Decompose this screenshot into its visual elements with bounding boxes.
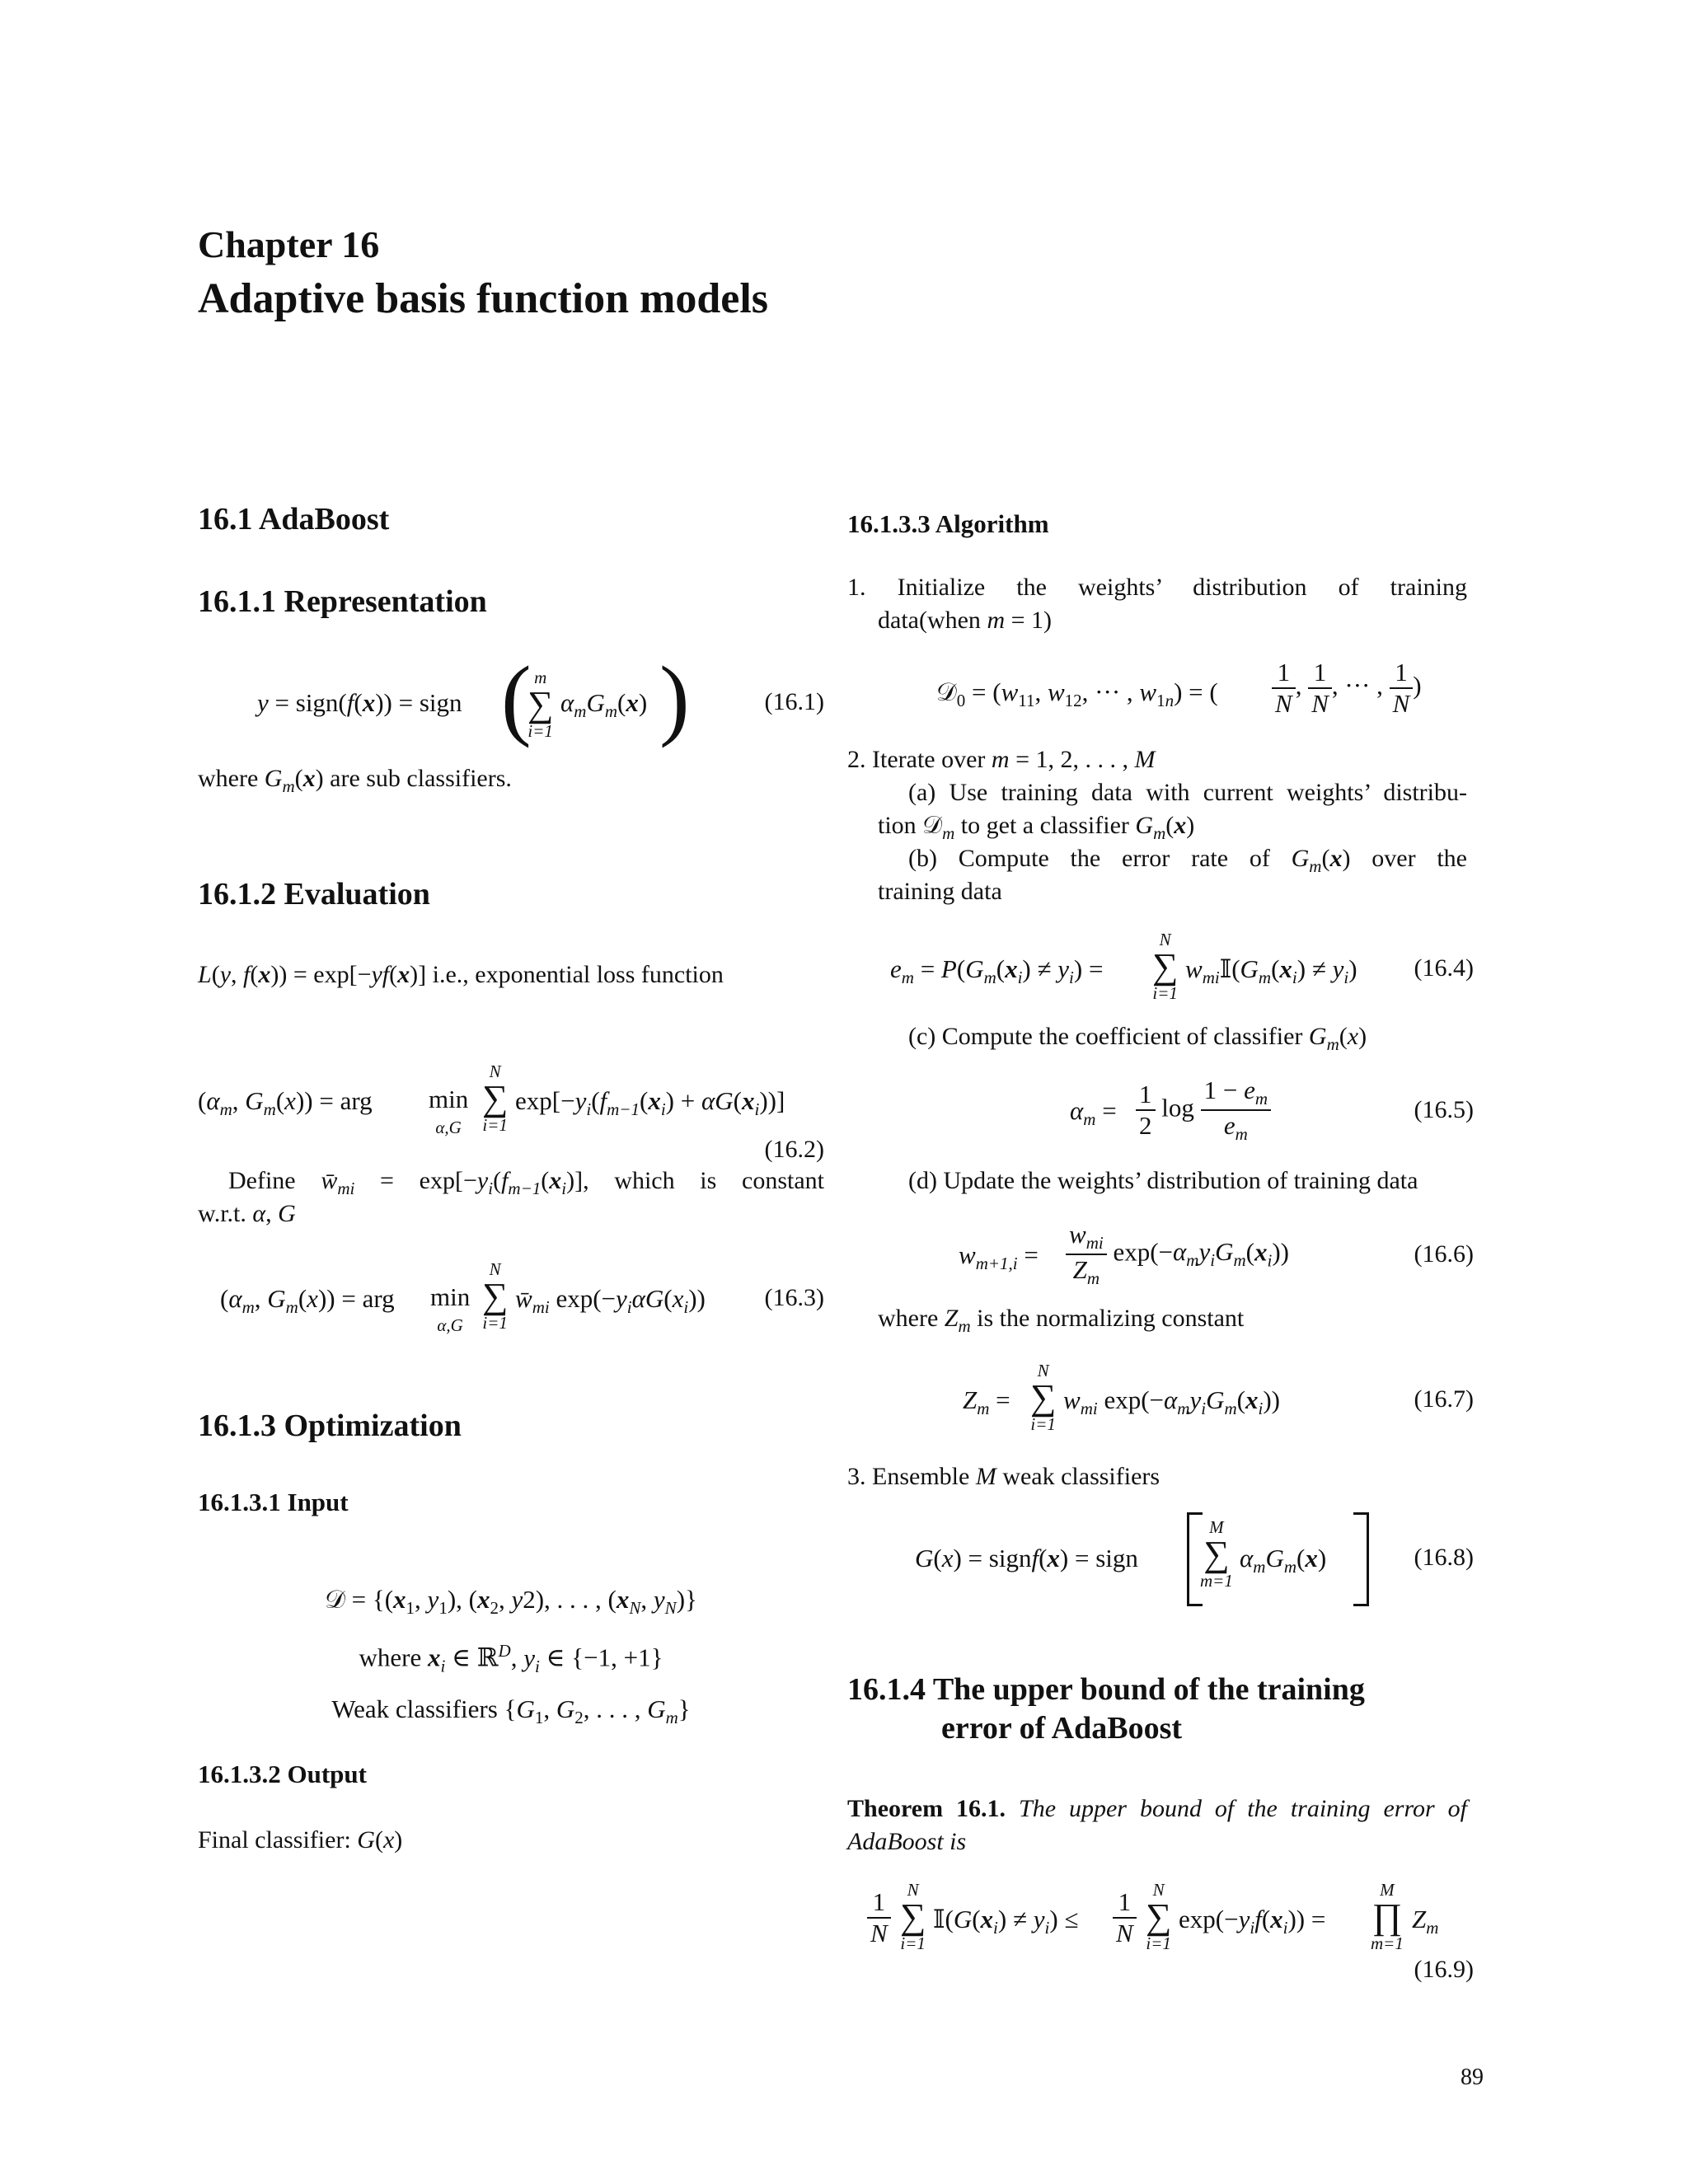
step-2d-line: (d) Update the weights’ distribution of training data [908,1167,1418,1194]
equation-number: (16.3) [764,1284,824,1311]
equation-16-4: $e_m = P(G_m(x_i) \ne y_i)$ = N ∑ i=1 $w_{mi}𝕀(G_m(x_i) \ne y_i)$ (16.4) [890,930,1474,1003]
equation-number: (16.1) [764,688,824,715]
define-w-line: Define $w̄_{mi} = \exp[-y_i(f_{m-1}(x_i)]$, which is constant [228,1167,824,1198]
step-2c-line: (c) Compute the coefficient of classifier $G_m(x)$ [908,1023,1367,1054]
page-number: 89 [1461,2064,1484,2090]
section-16-1-2: 16.1.2 Evaluation [198,877,430,912]
step-1-line-1: 1. Initialize the weights’ distribution of training [847,574,1467,601]
equation-16-2: ($\alpha_m$, $G_m(x)$) = arg min α,G N ∑ i=1 $\exp[-y_i(f_{m-1}(x_i) + \alpha G(x_i))]$ (16.2) [198,1062,824,1163]
step-2a-line-2: tion 𝒟$_m$ to get a classifier $G_m(x)$ [878,812,1195,843]
normalizing-line: where $Z_m$ is the normalizing constant [878,1305,1245,1336]
section-16-1-4-line-2: error of AdaBoost [941,1711,1183,1746]
step-1-line-2: data(when m = 1) [878,607,1053,634]
chapter-title: Adaptive basis function models [198,275,768,322]
equation-number: (16.8) [1414,1544,1474,1571]
equation-16-9: $\frac{1}{N}$ N ∑ i=1 $𝕀(G(x_i) \ne y_i)$ ≤ $\frac{1}{N}$ N ∑ i=1 $\exp(-y_if(x_i))$ = M ∏ m=1 $Z_m$ (16.9) [847,1877,1474,1993]
loss-function-line: L(y, f(x)) = exp[−yf(x)] i.e., exponential loss function [198,961,724,988]
equation-16-8: G(x) = signf(x) = sign M ∑ m=1 $\alpha_mG_m(x)$ (16.8) [847,1512,1474,1611]
step-2b-line-2: training data [878,878,1002,905]
section-16-1-3-3: 16.1.3.3 Algorithm [847,509,1049,538]
equation-16-1: y = sign(f(x)) = sign ( m ∑ i=1 $\alpha_mG_m(x)$ ) (16.1) [257,648,824,748]
equation-number: (16.9) [1414,1956,1474,1983]
equation-d0: 𝒟$_0$ = ($w_{11}$, $w_{12}$, ··· , $w_{1n}$) = ( $\frac{1}{N}$ , $\frac{1}{N}$ , ··· , $\frac{1}{N}$ ) [936,658,1422,718]
chapter-number: Chapter 16 [198,223,380,265]
step-3-line: 3. Ensemble M weak classifiers [847,1463,1160,1490]
input-definition: 𝒟 = {($x_1$, $y_1$), ($x_2$, y2), . . . , ($x_N$, $y_N$)} where $x_i$ ∈ ℝ$^D$, $y_i$ ∈ {−1, +1} Weak classifiers {$G_1$, $G_2$, . . . , $G_m$} [325,1585,697,1727]
section-16-1-3: 16.1.3 Optimization [198,1408,462,1443]
step-2-line: 2. Iterate over m = 1, 2, . . . , M [847,746,1156,773]
theorem-line-2: AdaBoost is [847,1828,967,1855]
section-16-1-1: 16.1.1 Representation [198,584,487,619]
paragraph-sub-classifiers: where $G_m(x)$ are sub classifiers. [198,765,512,796]
equation-number: (16.7) [1414,1385,1474,1413]
section-16-1-4-line-1: 16.1.4 The upper bound of the training [847,1672,1365,1707]
equation-number: (16.6) [1414,1240,1474,1268]
wrt-line: w.r.t. α, G [198,1200,296,1227]
equation-16-5: $\alpha_m$ = $\frac{1}{2}$ log $\frac{1 - e_m}{e_m}$ (16.5) [1070,1076,1474,1145]
step-2b-line-1: (b) Compute the error rate of $G_m(x)$ over the [908,845,1467,876]
equation-16-7: $Z_m$ = N ∑ i=1 $w_{mi}$ $\exp(-\alpha_my_iG_m(x_i))$ (16.7) [963,1361,1474,1434]
left-column [198,0,824,2184]
equation-number: (16.5) [1414,1096,1474,1123]
section-16-1-3-2: 16.1.3.2 Output [198,1760,367,1788]
right-column [847,0,1474,2184]
step-2a-line-1: (a) Use training data with current weights’ distribu- [908,779,1467,806]
equation-16-6: $w_{m+1,i}$ = $\frac{w_{mi}}{Z_m}$ $\exp(-\alpha_my_iG_m(x_i))$ (16.6) [959,1220,1474,1289]
theorem-line-1: Theorem 16.1. The upper bound of the training error of [847,1795,1468,1822]
equation-number: (16.4) [1414,954,1474,982]
section-16-1: 16.1 AdaBoost [198,502,390,537]
final-classifier-line: Final classifier: G(x) [198,1826,403,1854]
equation-number: (16.2) [764,1136,824,1163]
section-16-1-3-1: 16.1.3.1 Input [198,1488,349,1516]
equation-16-3: ($\alpha_m$, $G_m(x)$) = arg min α,G N ∑ i=1 $w̄_{mi}$ $\exp(-y_i\alpha G(x_i))$ (16.3) [220,1259,824,1335]
